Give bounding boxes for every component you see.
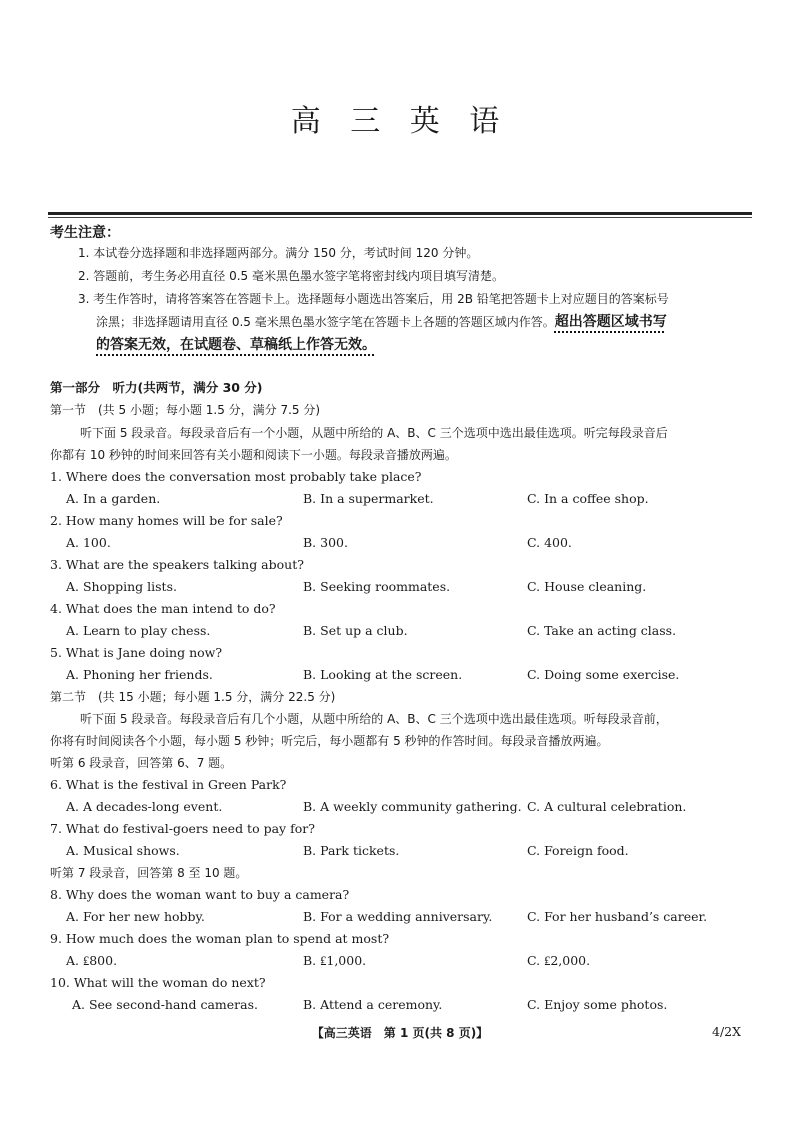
notice-item-1: 1. 本试卷分选择题和非选择题两部分。满分 150 分，考试时间 120 分钟。 — [78, 246, 479, 260]
question-8-option-c: C. For her husband’s career. — [527, 909, 708, 924]
notice-heading: 考生注意： — [50, 225, 120, 241]
question-8-option-b: B. For a wedding anniversary. — [303, 909, 493, 924]
question-10-stem: 10. What will the woman do next? — [50, 975, 266, 990]
notice-item-3-line2 — [96, 314, 667, 330]
question-10-option-b: B. Attend a ceremony. — [303, 997, 443, 1012]
header-rule-thin — [48, 217, 752, 218]
question-6-stem: 6. What is the festival in Green Park? — [50, 777, 287, 792]
question-8-option-a: A. For her new hobby. — [66, 909, 205, 924]
question-9-stem: 9. How much does the woman plan to spend at most? — [50, 931, 390, 946]
question-5-stem: 5. What is Jane doing now? — [50, 645, 223, 660]
question-1-option-c: C. In a coffee shop. — [527, 491, 649, 506]
question-4-option-b: B. Set up a club. — [303, 623, 408, 638]
question-7-option-a: A. Musical shows. — [66, 843, 180, 858]
question-1-stem: 1. Where does the conversation most probably take place? — [50, 469, 422, 484]
section2-group-7: 听第 7 段录音，回答第 8 至 10 题。 — [50, 866, 248, 880]
notice-emphasis-1: 超出答题区域书写 — [554, 314, 667, 330]
page-footer: 【高三英语 第 1 页(共 8 页)】 — [311, 1026, 489, 1040]
question-2-stem: 2. How many homes will be for sale? — [50, 513, 283, 528]
notice-item-3-line1: 3. 考生作答时，请将答案答在答题卡上。选择题每小题选出答案后，用 2B 铅笔把答题卡上对应题目的答案标号 — [78, 292, 669, 306]
section1-heading: 第一节 (共 5 小题；每小题 1.5 分，满分 7.5 分) — [50, 403, 321, 417]
question-6-option-b: B. A weekly community gathering. — [303, 799, 522, 814]
question-2-option-b: B. 300. — [303, 535, 348, 550]
question-1-option-a: A. In a garden. — [66, 491, 161, 506]
question-9-option-c: C. ₤2,000. — [527, 953, 591, 968]
question-8-stem: 8. Why does the woman want to buy a camera? — [50, 887, 350, 902]
question-7-option-b: B. Park tickets. — [303, 843, 400, 858]
part1-heading: 第一部分 听力(共两节，满分 30 分) — [50, 380, 263, 395]
section2-instructions-line1: 听下面 5 段录音。每段录音后有几个小题，从题中所给的 A、B、C 三个选项中选出最佳选项。听每段录音前， — [80, 712, 668, 726]
question-10-option-c: C. Enjoy some photos. — [527, 997, 668, 1012]
question-6-option-a: A. A decades-long event. — [66, 799, 223, 814]
notice-item-2: 2. 答题前，考生务必用直径 0.5 毫米黑色墨水签字笔将密封线内项目填写清楚。 — [78, 269, 504, 283]
paper-code: 4/2X — [712, 1024, 742, 1039]
section2-heading: 第二节 (共 15 小题；每小题 1.5 分，满分 22.5 分) — [50, 690, 336, 704]
section2-group-6: 听第 6 段录音，回答第 6、7 题。 — [50, 756, 233, 770]
question-7-option-c: C. Foreign food. — [527, 843, 629, 858]
question-2-option-a: A. 100. — [66, 535, 111, 550]
section1-instructions-line2: 你都有 10 秒钟的时间来回答有关小题和阅读下一小题。每段录音播放两遍。 — [50, 448, 457, 462]
question-4-stem: 4. What does the man intend to do? — [50, 601, 276, 616]
question-4-option-c: C. Take an acting class. — [527, 623, 677, 638]
question-9-option-b: B. ₤1,000. — [303, 953, 367, 968]
question-3-option-a: A. Shopping lists. — [66, 579, 177, 594]
question-5-option-c: C. Doing some exercise. — [527, 667, 680, 682]
notice-emphasis-2: 的答案无效，在试题卷、草稿纸上作答无效。 — [96, 337, 376, 353]
section2-instructions-line2: 你将有时间阅读各个小题，每小题 5 秒钟；听完后，每小题都有 5 秒钟的作答时间。每段录音播放两遍。 — [50, 734, 609, 748]
question-4-option-a: A. Learn to play chess. — [66, 623, 211, 638]
question-5-option-b: B. Looking at the screen. — [303, 667, 463, 682]
question-10-option-a: A. See second-hand cameras. — [72, 997, 258, 1012]
question-6-option-c: C. A cultural celebration. — [527, 799, 687, 814]
question-3-stem: 3. What are the speakers talking about? — [50, 557, 304, 572]
section1-instructions-line1: 听下面 5 段录音。每段录音后有一个小题，从题中所给的 A、B、C 三个选项中选出最佳选项。听完每段录音后 — [80, 426, 668, 440]
question-3-option-b: B. Seeking roommates. — [303, 579, 451, 594]
question-2-option-c: C. 400. — [527, 535, 572, 550]
question-1-option-b: B. In a supermarket. — [303, 491, 434, 506]
page-title: 高 三 英 语 — [290, 104, 510, 139]
notice-item-3-line2-text: 涂黑；非选择题请用直径 0.5 毫米黑色墨水签字笔在答题卡上各题的答题区域内作答。 — [96, 315, 555, 329]
question-5-option-a: A. Phoning her friends. — [66, 667, 213, 682]
question-9-option-a: A. ₤800. — [66, 953, 118, 968]
question-7-stem: 7. What do festival-goers need to pay for? — [50, 821, 315, 836]
question-3-option-c: C. House cleaning. — [527, 579, 647, 594]
header-rule-thick — [48, 212, 752, 215]
